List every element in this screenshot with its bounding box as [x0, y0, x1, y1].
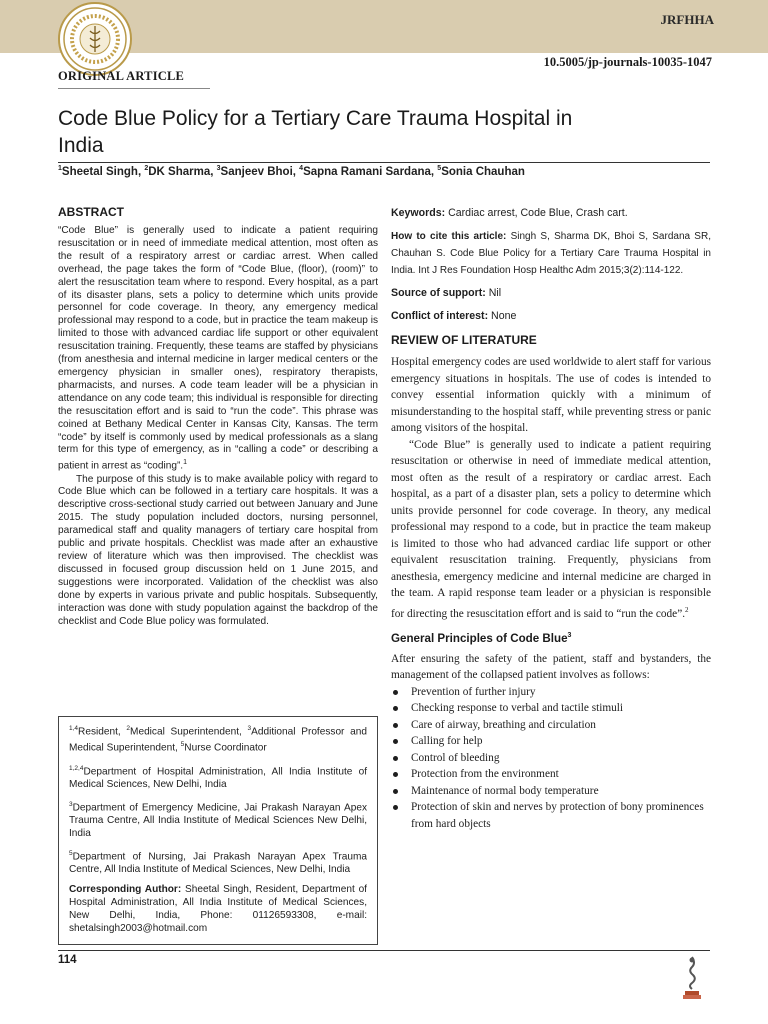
abstract-paragraph: [58, 225, 378, 474]
affiliation: [69, 848, 367, 877]
principles-list: [391, 684, 711, 833]
body-paragraph: Hospital emergency codes are used worldwide to alert staff for various emergency situations in hospitals. The use of codes is intended to convey essential information quickly with a minimum of misunderstanding to the hospital staff, while preventing stress or panic among visitors of the hospital.: [391, 356, 711, 434]
footer-divider: [58, 950, 710, 951]
article-type: ORIGINAL ARTICLE: [58, 69, 185, 83]
body-paragraph: [391, 437, 711, 622]
corresponding-author: [69, 884, 367, 936]
list-item: [391, 700, 711, 717]
subsection-heading-text: General Principles of Code Blue: [391, 631, 568, 645]
subsection-heading: [391, 632, 711, 645]
support-value: Nil: [485, 287, 502, 299]
page-number: 114: [58, 954, 77, 966]
support-label: Source of support:: [391, 287, 486, 299]
doi: 10.5005/jp-journals-10035-1047: [543, 55, 712, 69]
affiliation: [69, 763, 367, 792]
affiliation: [69, 799, 367, 841]
body-paragraph: After ensuring the safety of the patient, staff and bystanders, the management of the collapsed patient involves as follows:: [391, 652, 711, 682]
institution-seal-icon: [58, 2, 132, 76]
author-name: DK Sharma,: [148, 165, 217, 178]
section-heading: REVIEW OF LITERATURE: [391, 333, 537, 347]
author-list: [58, 165, 710, 178]
affil-sup: 3: [247, 725, 252, 732]
keywords-value: Cardiac arrest, Code Blue, Crash cart.: [445, 207, 628, 219]
article-type-divider: [58, 88, 210, 89]
list-item-text: Maintenance of normal body temperature: [411, 784, 599, 797]
affil-text: Medical Superintendent,: [130, 726, 248, 738]
author-name: Sonia Chauhan: [441, 165, 525, 178]
affil-text: Resident,: [78, 726, 127, 738]
bullet-icon: [393, 723, 398, 728]
affil-sup: 5: [180, 741, 185, 749]
cite-value: Singh S, Sharma DK, Bhoi S, Sardana SR, Chauhan S. Code Blue Policy for a Tertiary Care Trauma Hospital in India. Int J Res Foundation Hosp Healthc Adm 2015;3(2):114-122.: [391, 231, 711, 276]
author-affil-sup: 1: [58, 165, 62, 172]
keywords: [391, 205, 711, 222]
title-divider: [58, 162, 710, 163]
abstract-paragraph: The purpose of this study is to make available policy with regard to Code Blue which can be followed in a tertiary care hospitals. It was a descriptive cross-sectional study carried out between January and June 2015. The study population included doctors, nursing personnel, paramedical staff and quality managers of tertiary care hospital from public and private hospitals. Checklist was made after an exhaustive review of literature which was then improvised. The checklist was discussed in focused group discussion held on 1 June 2015, and suggestions were incorporated. Validation of the checklist was also done by experts in various private and public hospitals. Subsequently, interaction was done with study population against the backdrop of the checklist and Code Blue policy was formulated.: [58, 473, 378, 627]
list-item-text: Calling for help: [411, 735, 483, 748]
affil-sup: 1,2,4: [69, 764, 84, 772]
affiliations-box: [58, 716, 378, 945]
list-item: [391, 766, 711, 783]
source-of-support: [391, 285, 711, 302]
author-name: Sapna Ramani Sardana,: [303, 165, 438, 178]
citation-sup: 3: [567, 631, 572, 639]
list-item-text: Prevention of further injury: [411, 685, 536, 698]
author-affil-sup: 5: [437, 165, 442, 172]
publisher-logo-icon: [680, 955, 704, 1001]
citation-sup: 1: [183, 459, 188, 467]
right-column: [391, 205, 711, 832]
list-item-text: Care of airway, breathing and circulation: [411, 718, 596, 731]
conflict-value: None: [488, 310, 517, 322]
corr-text: Sheetal Singh, Resident, Department of Hospital Administration, All India Institute of Medical Sciences, New Delhi, India, Phone: 01126593308, e-mail: shetalsingh2003@hotmail.com: [69, 883, 367, 934]
affil-sup: 2: [126, 725, 131, 732]
list-item-text: Protection from the environment: [411, 768, 559, 781]
author-affil-sup: 2: [144, 165, 149, 172]
list-item: [391, 733, 711, 750]
paper-title: Code Blue Policy for a Tertiary Care Trauma Hospital in India: [58, 107, 573, 157]
list-item: [391, 717, 711, 734]
affil-text: Additional Professor and Medical Superintendent,: [69, 726, 367, 754]
abstract-column: [58, 205, 378, 628]
conflict-of-interest: [391, 308, 711, 325]
affil-text: Nurse Coordinator: [184, 742, 267, 754]
abstract-heading: ABSTRACT: [58, 205, 124, 219]
list-item: [391, 750, 711, 767]
author-roles: [69, 723, 367, 756]
cite-label: How to cite this article:: [391, 231, 507, 242]
bullet-icon: [393, 789, 398, 794]
conflict-label: Conflict of interest:: [391, 310, 489, 322]
list-item: [391, 783, 711, 800]
affil-sup: 1,4: [69, 725, 79, 732]
list-item-text: Control of bleeding: [411, 751, 500, 764]
citation-sup: 2: [685, 605, 689, 614]
list-item: [391, 799, 711, 832]
keywords-label: Keywords:: [391, 207, 446, 219]
affil-sup: 3: [69, 800, 73, 808]
affil-text: Department of Hospital Administration, All India Institute of Medical Sciences, New Delhi, India: [69, 765, 367, 790]
abstract-paragraph-text: “Code Blue” is generally used to indicate a patient requiring resuscitation or in need of immediate medical attention, most often as the result of a respiratory arrest or cardiac arrest. When called overhead, the page takes the form of “Code Blue, (floor), (room)” to alert the resuscitation team where to respond. Every hospital, as a part of its disaster plans, sets a policy to determine which units provide personnel for code coverage. In theory, any emergency medical professional may respond to a code, but in practice the team makeup is limited to those with advanced cardiac life support or other equivalent resuscitation training. Frequently, these teams are staffed by physicians (from anesthesia and internal medicine in larger medical centers or the emergency physician in smaller ones), respiratory therapists, pharmacists, and nurses. A code team leader will be a physician in attendance on any code team; this individual is responsible for directing the resuscitation effort and is said to “run the code”. This phrase was coined at Bethany Medical Center in Kansas City, Kansas. The term “code” by itself is commonly used by medical professionals as a slang term for this type of emergency, as in “calling a code” or describing a patient in arrest as “coding”.: [58, 225, 378, 472]
bullet-icon: [393, 756, 398, 761]
author-name: Sanjeev Bhoi,: [220, 165, 300, 178]
body-paragraph-text: “Code Blue” is generally used to indicate a patient requiring resuscitation or otherwise in need of immediate medical attention, most often as the result of a respiratory or cardiac arrest. Each hospital, as a part of a disaster plan, sets a policy to determine which units provide personnel for code coverage. In theory, any medical professional may respond to a code, but in practice the team makeup is limited to those who had advanced cardiac life support or other equivalent resuscitation training. Frequently, physicians from anesthesia, emergency medicine and internal medicine are charged in the team. A rapid response team leader or a physician is responsible for directing the resuscitation effort and is said to “run the code”.: [391, 438, 711, 620]
bullet-icon: [393, 690, 398, 695]
affil-text: Department of Nursing, Jai Prakash Narayan Apex Trauma Centre, All India Institute of Medical Sciences, New Delhi, India: [69, 851, 367, 876]
affil-sup: 5: [69, 849, 73, 857]
list-item-text: Checking response to verbal and tactile stimuli: [411, 702, 624, 715]
bullet-icon: [393, 706, 398, 711]
author-affil-sup: 4: [299, 165, 304, 172]
journal-abbreviation: JRFHHA: [660, 12, 714, 27]
corr-label: Corresponding Author:: [69, 883, 182, 895]
author-affil-sup: 3: [216, 165, 221, 172]
bullet-icon: [393, 772, 398, 777]
list-item-text: Protection of skin and nerves by protection of bony prominences from hard objects: [411, 801, 704, 830]
how-to-cite: [391, 228, 711, 279]
list-item: [391, 684, 711, 701]
author-name: Sheetal Singh,: [61, 165, 145, 178]
bullet-icon: [393, 805, 398, 810]
affil-text: Department of Emergency Medicine, Jai Prakash Narayan Apex Trauma Centre, All India Institute of Medical Sciences New Delhi, India: [69, 802, 367, 839]
bullet-icon: [393, 739, 398, 744]
